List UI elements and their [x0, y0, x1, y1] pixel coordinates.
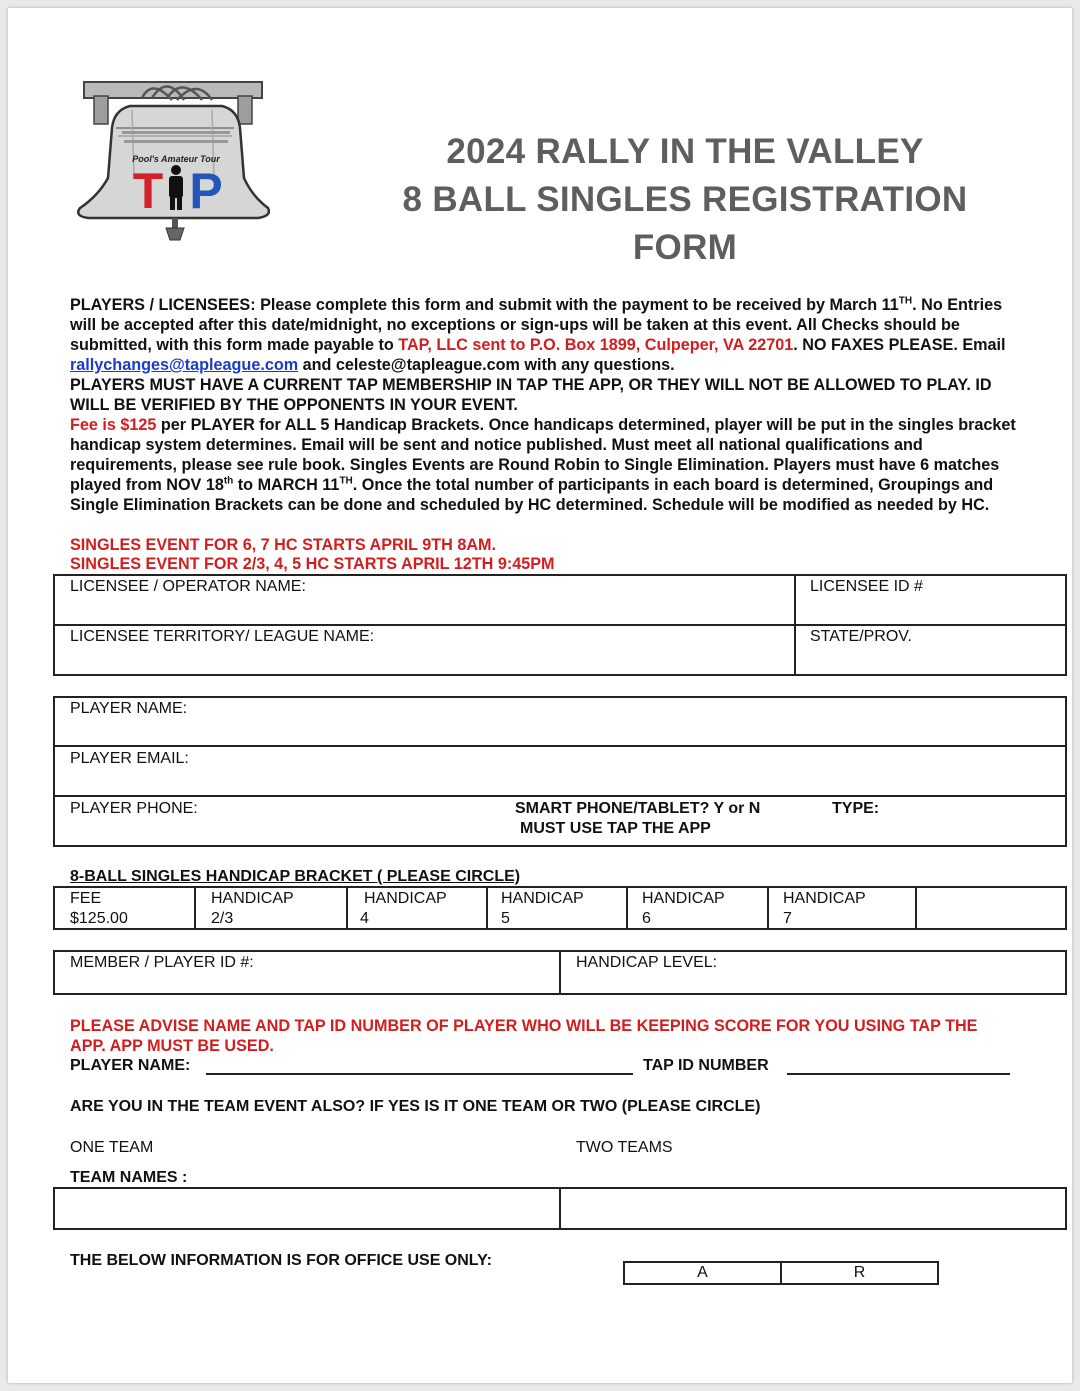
- divider: [767, 886, 769, 930]
- handicap-6-value[interactable]: 6: [642, 910, 651, 927]
- intro-paragraph-2: PLAYERS MUST HAVE A CURRENT TAP MEMBERSHIP IN TAP THE APP, OR THEY WILL NOT BE ALLOWED TO PLAY. ID WILL BE VERIFIED BY THE OPPONENTS IN YOUR EVENT.: [70, 376, 992, 414]
- fee-amount: $125.00: [70, 910, 128, 927]
- logo-letter-p: P: [189, 163, 223, 219]
- scorekeeper-instruction: PLEASE ADVISE NAME AND TAP ID NUMBER OF PLAYER WHO WILL BE KEEPING SCORE FOR YOU USING TAP THE APP. APP MUST BE USED.: [70, 1017, 978, 1055]
- handicap-7-label[interactable]: HANDICAP: [783, 890, 866, 907]
- form-title-line-1: 2024 RALLY IN THE VALLEY: [446, 132, 924, 171]
- divider: [346, 886, 348, 930]
- handicap-4-value[interactable]: 4: [360, 910, 369, 927]
- bracket-heading: 8-BALL SINGLES HANDICAP BRACKET ( PLEASE CIRCLE): [70, 868, 521, 885]
- divider: [915, 886, 917, 930]
- licensee-territory-field[interactable]: LICENSEE TERRITORY/ LEAGUE NAME:: [70, 628, 375, 645]
- handicap-6-label[interactable]: HANDICAP: [642, 890, 725, 907]
- handicap-level-field[interactable]: HANDICAP LEVEL:: [576, 954, 718, 971]
- scorekeeper-tap-id-label: TAP ID NUMBER: [643, 1057, 769, 1074]
- licensee-id-field[interactable]: LICENSEE ID #: [810, 578, 923, 595]
- handicap-5-value[interactable]: 5: [501, 910, 510, 927]
- state-prov-field[interactable]: STATE/PROV.: [810, 628, 912, 645]
- handicap-5-label[interactable]: HANDICAP: [501, 890, 584, 907]
- handicap-4-label[interactable]: HANDICAP: [364, 890, 447, 907]
- team-names-label: TEAM NAMES :: [70, 1169, 188, 1186]
- handicap-7-value[interactable]: 7: [783, 910, 792, 927]
- handicap-2-3-value[interactable]: 2/3: [211, 910, 234, 927]
- player-email-field[interactable]: PLAYER EMAIL:: [70, 750, 189, 767]
- office-field-a[interactable]: A: [697, 1264, 708, 1281]
- divider: [53, 624, 1067, 626]
- form-title-line-3: FORM: [632, 228, 738, 267]
- device-type-field[interactable]: TYPE:: [832, 800, 880, 817]
- intro-paragraph-1: PLAYERS / LICENSEES: Please complete this form and submit with the payment to be received by March 11TH. No Entries will be accepted after this date/midnight, no exceptions or sign-ups will be taken at this event. All Checks should be submitted, with this form made payable to TAP, LLC sent to P.O. Box 1899, Culpeper, VA 22701. NO FAXES PLEASE. Email rallychanges@tapleague.com and celeste@tapleague.com with any questions.: [70, 295, 1006, 374]
- scorekeeper-name-label: PLAYER NAME:: [70, 1057, 191, 1074]
- player-phone-field[interactable]: PLAYER PHONE:: [70, 800, 198, 817]
- intro-paragraph-3: Fee is $125 per PLAYER for ALL 5 Handicap Brackets. Once handicaps determined, player will be put in the singles bracket handicap system determines. Email will be sent and notice published. Must meet all national qualifications and requirements, please see rule book. Singles Events are Round Robin to Single Elimination. Players must have 6 matches played from NOV 18th to MARCH 11TH. Once the total number of participants in each board is determined, Groupings and Single Elimination Brackets can be done and scheduled by HC determined. Schedule will be modified as needed by HC.: [70, 416, 1016, 514]
- smart-phone-question[interactable]: SMART PHONE/TABLET? Y or N: [515, 800, 761, 817]
- fee-highlight: Fee is $125: [70, 416, 157, 434]
- licensee-operator-name-field[interactable]: LICENSEE / OPERATOR NAME:: [70, 578, 306, 595]
- fee-label: FEE: [70, 890, 102, 907]
- two-teams-option[interactable]: TWO TEAMS: [576, 1139, 673, 1156]
- singles-event-2-3-4-5: SINGLES EVENT FOR 2/3, 4, 5 HC STARTS APRIL 12TH 9:45PM: [70, 555, 555, 573]
- office-use-note: THE BELOW INFORMATION IS FOR OFFICE USE ONLY:: [70, 1252, 492, 1269]
- divider: [559, 950, 561, 995]
- logo-tagline: Pool's Amateur Tour: [132, 154, 220, 164]
- divider: [794, 574, 796, 676]
- team-name-2-field[interactable]: [561, 1189, 1065, 1228]
- must-use-app-note: MUST USE TAP THE APP: [520, 820, 711, 837]
- tap-liberty-bell-logo: [72, 70, 277, 250]
- divider: [53, 745, 1067, 747]
- divider: [53, 795, 1067, 797]
- rallychanges-email-link[interactable]: rallychanges@tapleague.com: [70, 356, 299, 374]
- one-team-option[interactable]: ONE TEAM: [70, 1139, 154, 1156]
- player-name-field[interactable]: PLAYER NAME:: [70, 700, 188, 717]
- payment-address: TAP, LLC sent to P.O. Box 1899, Culpeper, VA 22701: [398, 336, 794, 354]
- handicap-2-3-label[interactable]: HANDICAP: [211, 890, 294, 907]
- team-name-1-field[interactable]: [55, 1189, 558, 1228]
- divider: [194, 886, 196, 930]
- scorekeeper-name-line[interactable]: [206, 1073, 633, 1075]
- office-field-r[interactable]: R: [853, 1264, 866, 1281]
- member-player-id-field[interactable]: MEMBER / PLAYER ID #:: [70, 954, 254, 971]
- divider: [626, 886, 628, 930]
- singles-event-6-7: SINGLES EVENT FOR 6, 7 HC STARTS APRIL 9TH 8AM.: [70, 536, 497, 554]
- divider: [486, 886, 488, 930]
- form-title-line-2: 8 BALL SINGLES REGISTRATION: [402, 180, 968, 219]
- scorekeeper-tap-id-line[interactable]: [787, 1073, 1010, 1075]
- logo-letter-t: T: [132, 163, 164, 219]
- team-event-question: ARE YOU IN THE TEAM EVENT ALSO? IF YES IS IT ONE TEAM OR TWO (PLEASE CIRCLE): [70, 1098, 761, 1115]
